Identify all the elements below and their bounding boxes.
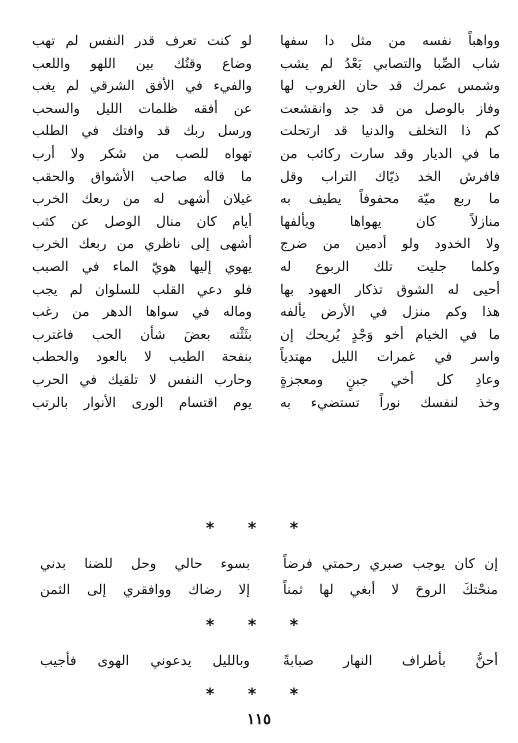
verse-second-hemistich: فلو دعي القلب للسلوان لم يجب: [32, 282, 252, 298]
verse-first-hemistich: وواهباً نفسه من مثل دا سفها: [280, 34, 500, 49]
verse-second-hemistich: بثَثْته بعضَ شأن الحب فاغترب: [32, 327, 252, 343]
verse-first-hemistich: شاب الصِّبا والتصابي بَعْدُ لم يشب: [280, 56, 500, 72]
poem-third: [0, 648, 518, 674]
verse-line: [0, 551, 518, 577]
poem-main: [0, 31, 518, 415]
verse-second-hemistich: يهوي إليها هويّ الماء في الصبب: [32, 259, 252, 275]
verse-second-hemistich: وضاع وقتُك بين اللهو واللعب: [32, 56, 252, 72]
verse-second-hemistich: وماله في سواها الدهر من رغب: [32, 305, 252, 321]
verse-second-hemistich: والفيء في الأفق الشرقي لم يغب: [32, 79, 252, 95]
separator-text: * * *: [205, 615, 313, 634]
verse-line: [0, 189, 518, 212]
verse-second-hemistich: غيلان أشهى له من ربعك الخرب: [32, 192, 252, 208]
verse-line: [0, 347, 518, 370]
verse-first-hemistich: وفاز بالوصل من قد جد وانقشعت: [280, 101, 500, 117]
verse-line: [0, 393, 518, 416]
verse-line: [0, 257, 518, 280]
verse-first-hemistich: منازلاً كان يهواها ويألفها: [280, 214, 500, 230]
verse-line: [0, 121, 518, 144]
verse-second-hemistich: ما قاله صاحب الأشواق والحقب: [32, 169, 252, 185]
verse-line: [0, 370, 518, 393]
verse-second-hemistich: بسوء حالي وحل للضنا بدني: [40, 556, 250, 572]
separator-text: * * *: [205, 684, 313, 703]
separator-stars-3: [0, 684, 518, 703]
verse-line: [0, 325, 518, 348]
verse-line: [0, 76, 518, 99]
verse-second-hemistich: وبالليل يدعوني الهوى فأجيب: [40, 653, 250, 669]
verse-line: [0, 280, 518, 303]
verse-second-hemistich: لو كنت تعرف قدر النفس لم تهب: [32, 34, 252, 49]
verse-line: [0, 99, 518, 122]
verse-first-hemistich: أحيى له الشوق تذكار العهود بها: [280, 282, 500, 298]
separator-stars-2: [0, 615, 518, 634]
verse-second-hemistich: يوم اقتسام الورى الأنوار بالرتب: [32, 395, 252, 411]
verse-first-hemistich: وخذ لنفسك نوراً تستضيء به: [280, 395, 500, 411]
verse-first-hemistich: ما في الديار وقد سارت ركائب من: [280, 146, 500, 162]
verse-first-hemistich: وعادِ كل أخي جبنٍ ومعجزةٍ: [280, 372, 500, 388]
poem-second: [0, 551, 518, 603]
verse-line: [0, 302, 518, 325]
verse-line: [0, 212, 518, 235]
verse-line: [0, 167, 518, 190]
verse-second-hemistich: وحارب النفس لا تلقيك في الحرب: [32, 372, 252, 388]
verse-first-hemistich: وشمس عمرك قد حان الغروب لها: [280, 79, 500, 95]
verse-line: [0, 31, 518, 54]
verse-second-hemistich: أشهى إلى ناظري من ربعك الخرب: [32, 237, 252, 253]
verse-second-hemistich: تهواه للصب من شكر ولا أرب: [32, 146, 252, 162]
verse-first-hemistich: واسر في غمرات الليل مهتدياً: [280, 350, 500, 366]
verse-first-hemistich: ما في الخيام أخو وَجْدٍ يُريحك إن: [280, 327, 500, 343]
verse-second-hemistich: عن أفقه ظلمات الليل والسحب: [32, 101, 252, 117]
verse-first-hemistich: إن كان يوجب صبري رحمتي فرضاً: [283, 556, 498, 572]
verse-line: [0, 577, 518, 603]
page-number: ١١٥: [246, 710, 272, 728]
verse-second-hemistich: بنفحة الطيب لا بالعود والحطب: [32, 350, 252, 366]
verse-line: [0, 144, 518, 167]
verse-first-hemistich: وكلما جليت تلك الربوع له: [280, 259, 500, 275]
verse-first-hemistich: كم ذا التخلف والدنيا قد ارتحلت: [280, 124, 500, 140]
verse-first-hemistich: ما ربع ميّة محفوفاً يطيف به: [280, 192, 500, 208]
verse-first-hemistich: منحْتكَ الروحَ لا أبغي لها ثمناً: [283, 582, 498, 598]
verse-first-hemistich: أحنُّ بأطراف النهار صبابةً: [283, 653, 498, 669]
verse-first-hemistich: ولا الخدود ولو أدمين من ضرج: [280, 237, 500, 253]
verse-second-hemistich: ورسل ربك قد وافتك في الطلب: [32, 124, 252, 140]
verse-line: [0, 648, 518, 674]
verse-second-hemistich: أيام كان منال الوصل عن كثب: [32, 214, 252, 230]
verse-line: [0, 234, 518, 257]
verse-line: [0, 54, 518, 77]
verse-second-hemistich: إلا رضاك ووافقري إلى الثمن: [40, 582, 250, 598]
separator-stars-1: [0, 518, 518, 537]
verse-first-hemistich: هذا وكم منزل في الأرض يألفه: [280, 305, 500, 321]
verse-first-hemistich: فافرش الخد ذيّاك التراب وقل: [280, 169, 500, 185]
separator-text: * * *: [205, 518, 313, 537]
